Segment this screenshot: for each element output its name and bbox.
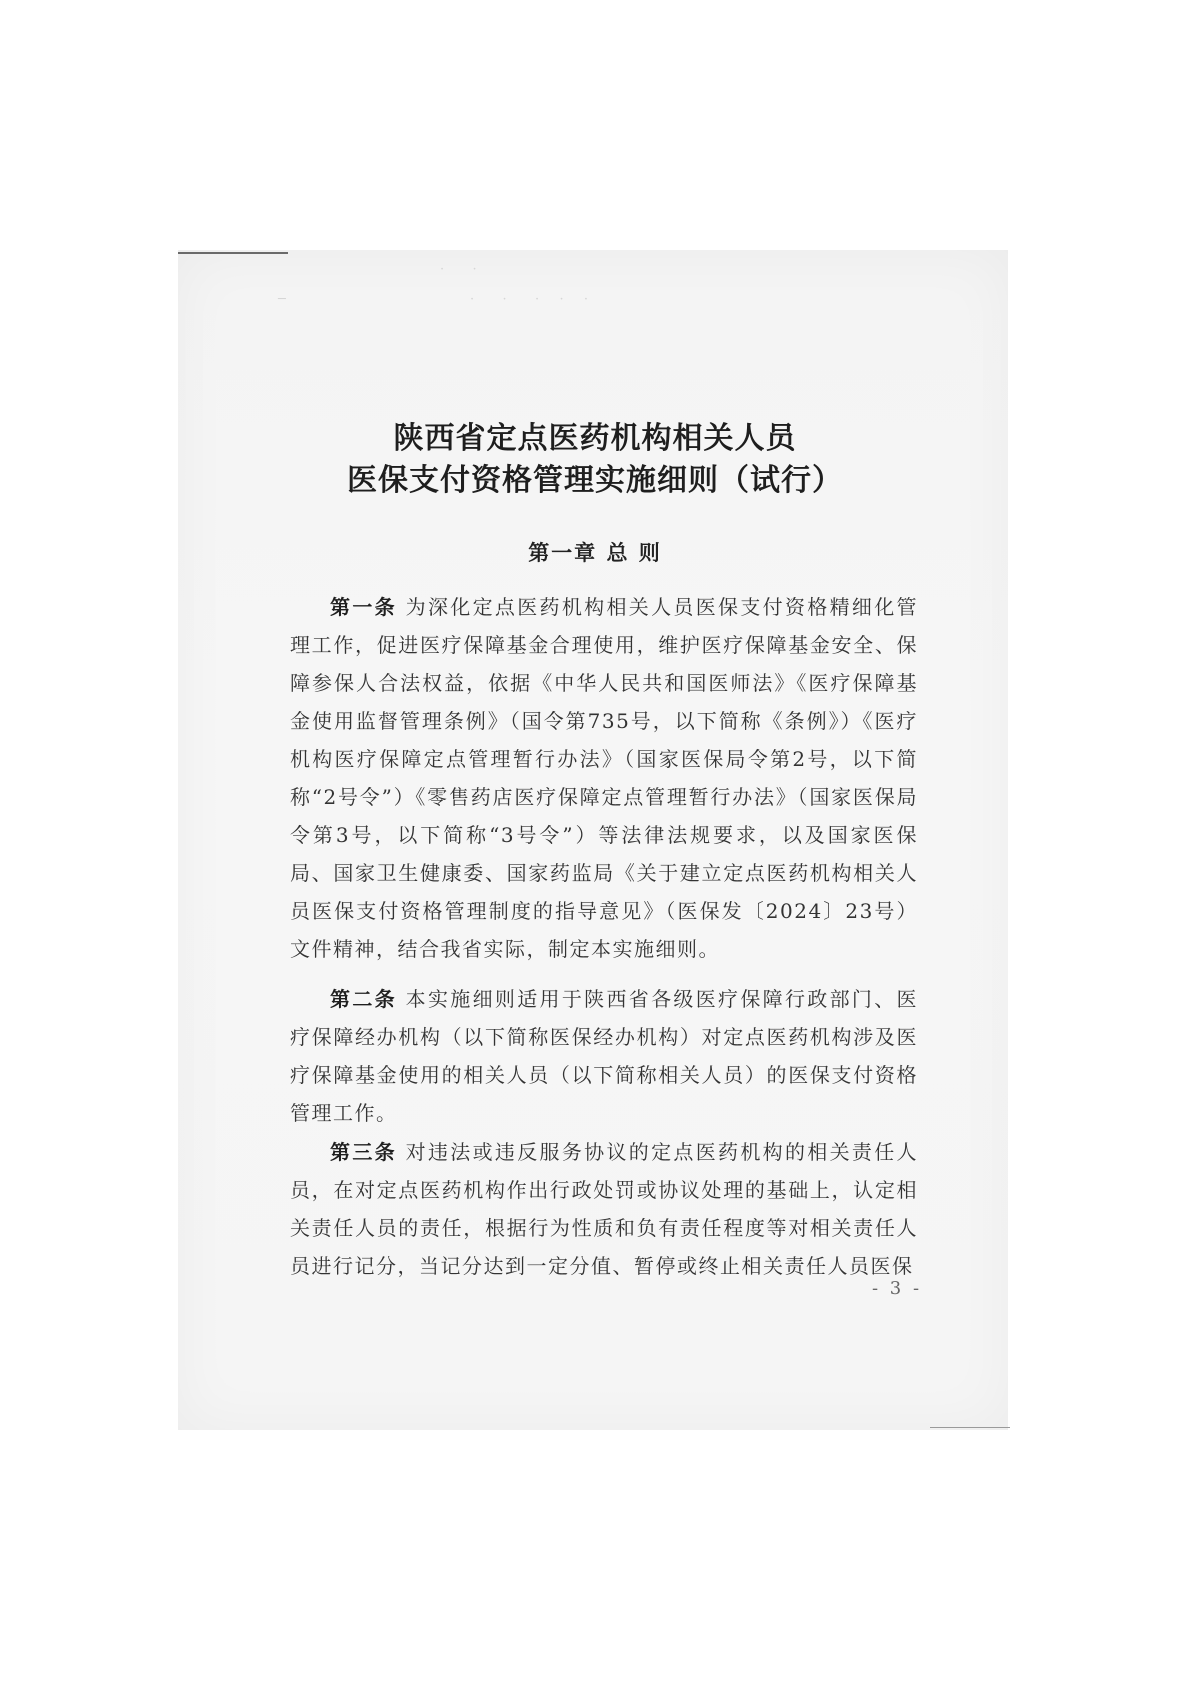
bottom-edge-rule xyxy=(930,1427,1010,1428)
bleed-through-mark: ─ xyxy=(278,292,290,307)
article-3 xyxy=(290,1133,918,1285)
article-2-text: 本实施细则适用于陕西省各级医疗保障行政部门、医疗保障经办机构（以下简称医保经办机构）对定点医药机构涉及医疗保障基金使用的相关人员（以下简称相关人员）的医保支付资格管理工作。 xyxy=(290,987,919,1125)
bleed-through-mark: · · · · · xyxy=(470,292,592,307)
article-1-text: 为深化定点医药机构相关人员医保支付资格精细化管理工作，促进医疗保障基金合理使用，维护医疗保障基金安全、保障参保人合法权益，依据《中华人民共和国医师法》《医疗保障基金使用监督管理条例》（国令第735号，以下简称《条例》）《医疗机构医疗保障定点管理暂行办法》（国家医保局令第2号，以下简称“2号令”）《零售药店医疗保障定点管理暂行办法》（国家医保局令第3号，以下简称“3号令”）等法律法规要求，以及国家医保局、国家卫生健康委、国家药监局《关于建立定点医药机构相关人员医保支付资格管理制度的指导意见》（医保发〔2024〕23号）文件精神，结合我省实际，制定本实施细则。 xyxy=(290,595,919,961)
page-number: - 3 - xyxy=(872,1278,923,1299)
document-title-line-1: 陕西省定点医药机构相关人员 xyxy=(393,421,797,456)
top-edge-rule xyxy=(178,252,288,254)
document-title-line-2: 医保支付资格管理实施细则（试行） xyxy=(347,463,843,498)
article-3-lead: 第三条 xyxy=(330,1140,397,1164)
article-1 xyxy=(290,588,918,968)
article-1-lead: 第一条 xyxy=(330,595,397,619)
bleed-through-mark: · · xyxy=(440,262,481,277)
chapter-heading: 第一章 总 则 xyxy=(528,540,662,565)
article-3-text: 对违法或违反服务协议的定点医药机构的相关责任人员，在对定点医药机构作出行政处罚或协议处理的基础上，认定相关责任人员的责任，根据行为性质和负有责任程度等对相关责任人员进行记分，当记分达到一定分值、暂停或终止相关责任人员医保 xyxy=(290,1140,919,1278)
article-2-lead: 第二条 xyxy=(330,987,397,1011)
article-2 xyxy=(290,980,918,1132)
